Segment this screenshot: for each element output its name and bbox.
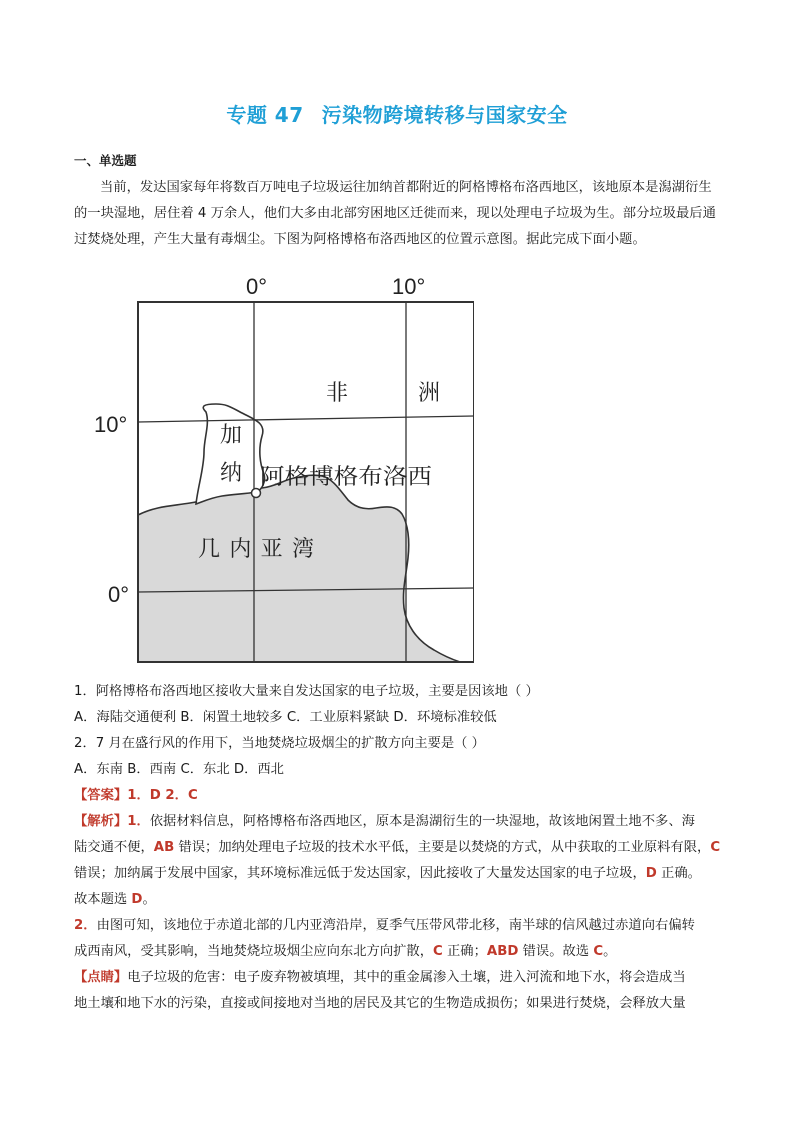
answer-text: 1．D 2．C <box>127 788 198 803</box>
question-2-stem: 2．7 月在盛行风的作用下，当地焚烧垃圾烟尘的扩散方向主要是（ ） <box>74 736 485 751</box>
page-title <box>0 99 794 128</box>
country-label-2: 纳 <box>220 461 243 486</box>
gulf-label: 几内亚湾 <box>198 537 314 562</box>
comment-tag: 【点睛】 <box>74 970 128 985</box>
analysis-line-3: 错误；加纳属于发展中国家，其环境标准远低于发达国家，因此接收了大量发达国家的电子垃圾，D 正确。 <box>74 866 701 881</box>
question-2-options: A．东南 B．西南 C．东北 D．西北 <box>74 762 284 777</box>
comment-line-2: 地土壤和地下水的污染，直接或间接地对当地的居民及其它的生物造成损伤；如果进行焚烧，会释放大量 <box>74 996 686 1011</box>
lat-label-0: 0° <box>108 582 130 607</box>
intro-paragraph: 当前，发达国家每年将数百万吨电子垃圾运往加纳首都附近的阿格博格布洛西地区，该地原本是潟湖衍生的一块湿地，居住着 4 万余人，他们大多由北部穷困地区迁徙而来，现以处理电子垃圾为生。部分垃圾最后通过焚烧处理，产生大量有毒烟尘。下图为阿格博格布洛西地区的位置示意图。据此完成下面小题。 <box>74 180 716 247</box>
country-label-1: 加 <box>220 423 243 448</box>
answer-line <box>74 783 734 809</box>
section-heading: 一、单选题 <box>74 153 137 168</box>
comment-line-1: 【点睛】电子垃圾的危害：电子废弃物被填埋，其中的重金属渗入土壤，进入河流和地下水，将会造成当 <box>74 970 686 985</box>
lat-label-10: 10° <box>94 412 128 437</box>
lon-label-0: 0° <box>246 274 268 299</box>
question-1-options: A．海陆交通便利 B．闲置土地较多 C．工业原料紧缺 D．环境标准较低 <box>74 710 497 725</box>
parallel-10 <box>138 416 474 422</box>
site-label: 阿格博格布洛西 <box>260 465 432 490</box>
question-1-stem: 1．阿格博格布洛西地区接收大量来自发达国家的电子垃圾，主要是因该地（ ） <box>74 684 539 699</box>
location-map <box>94 268 474 668</box>
analysis-line-5: 2．由图可知，该地位于赤道北部的几内亚湾沿岸，夏季气压带风带北移，南半球的信风越过赤道向右偏转 <box>74 918 695 933</box>
analysis-line-4: 故本题选 D。 <box>74 892 156 907</box>
region-label-africa-1: 非 <box>326 381 349 406</box>
analysis-line-1: 【解析】1．依据材料信息，阿格博格布洛西地区，原本是潟湖衍生的一块湿地，故该地闲置土地不多、海 <box>74 814 695 829</box>
region-label-africa-2: 洲 <box>418 381 441 406</box>
analysis-line-2: 陆交通不便，AB 错误；加纳处理电子垃圾的技术水平低，主要是以焚烧的方式，从中获取的工业原料有限，C <box>74 840 721 855</box>
topic-title: 污染物跨境转移与国家安全 <box>321 103 568 127</box>
sea-area <box>138 475 460 662</box>
analysis-tag: 【解析】 <box>74 814 128 829</box>
answer-tag: 【答案】 <box>74 788 128 803</box>
topic-number: 专题 47 <box>226 103 304 127</box>
lon-label-10: 10° <box>392 274 426 299</box>
analysis-line-6: 成西南风，受其影响，当地焚烧垃圾烟尘应向东北方向扩散，C 正确；ABD 错误。故选 C。 <box>74 944 617 959</box>
